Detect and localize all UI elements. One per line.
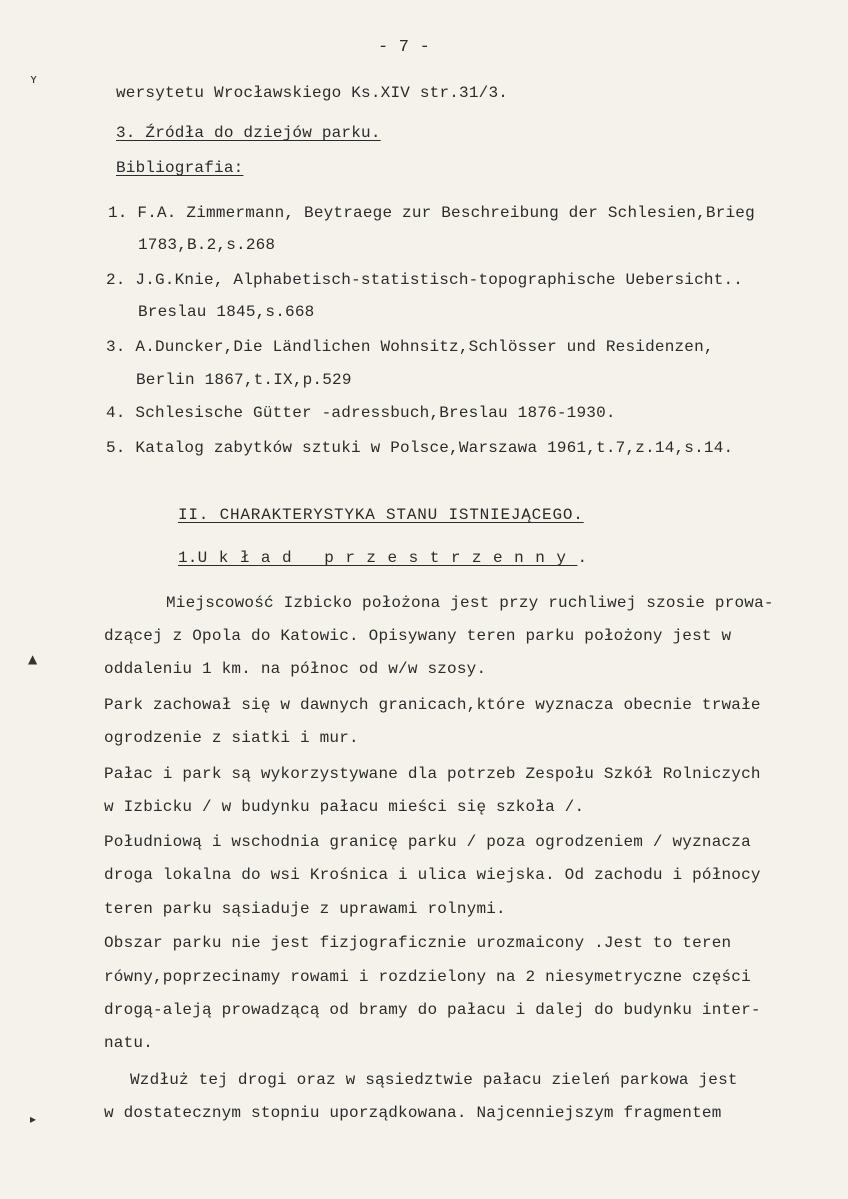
body-line: w dostatecznym stopniu uporządkowana. Najcenniejszym fragmentem <box>104 1104 722 1122</box>
body-line: Miejscowość Izbicko położona jest przy ruchliwej szosie prowa- <box>166 594 774 612</box>
body-line: Obszar parku nie jest fizjograficznie urozmaicony .Jest to teren <box>104 934 732 952</box>
body-line: oddaleniu 1 km. na północ od w/w szosy. <box>104 660 487 678</box>
margin-mark: ʏ <box>30 72 38 86</box>
bibliography-item-4: 4. Schlesische Gütter -adressbuch,Breslau 1876-1930. <box>106 404 616 422</box>
body-line: ogrodzenie z siatki i mur. <box>104 729 359 747</box>
body-line: Wzdłuż tej drogi oraz w sąsiedztwie pałacu zieleń parkowa jest <box>130 1071 738 1089</box>
margin-mark: ▸ <box>30 1112 37 1126</box>
body-line: teren parku sąsiaduje z uprawami rolnymi. <box>104 900 506 918</box>
body-line: Południową i wschodnia granicę parku / poza ogrodzeniem / wyznacza <box>104 833 751 851</box>
body-line: drogą-aleją prowadzącą od bramy do pałacu i dalej do budynku inter- <box>104 1001 761 1019</box>
subsection-dot: . <box>577 549 588 567</box>
bibliography-item-1-cont: 1783,B.2,s.268 <box>138 236 276 254</box>
bibliography-item-2: 2. J.G.Knie, Alphabetisch-statistisch-topographische Uebersicht.. <box>106 271 744 289</box>
body-line: Pałac i park są wykorzystywane dla potrzeb Zespołu Szkół Rolniczych <box>104 765 761 783</box>
bibliography-item-2-cont: Breslau 1845,s.668 <box>138 303 315 321</box>
bibliography-item-3-cont: Berlin 1867,t.IX,p.529 <box>136 371 352 389</box>
page-number: - 7 - <box>378 38 431 57</box>
body-line: droga lokalna do wsi Krośnica i ulica wiejska. Od zachodu i północy <box>104 866 761 884</box>
section-heading-sources: 3. Źródła do dziejów parku. <box>116 124 381 142</box>
bibliography-item-3: 3. A.Duncker,Die Ländlichen Wohnsitz,Schlösser und Residenzen, <box>106 338 714 356</box>
bibliography-item-1: 1. F.A. Zimmermann, Beytraege zur Beschreibung der Schlesien,Brieg <box>108 204 755 222</box>
body-line: Park zachował się w dawnych granicach,które wyznacza obecnie trwałe <box>104 696 761 714</box>
chapter-heading: II. CHARAKTERYSTYKA STANU ISTNIEJĄCEGO. <box>178 506 584 524</box>
body-line: równy,poprzecinamy rowami i rozdzielony na 2 niesymetryczne części <box>104 968 751 986</box>
body-line: dzącej z Opola do Katowic. Opisywany teren parku położony jest w <box>104 627 732 645</box>
body-line: natu. <box>104 1034 154 1052</box>
subsection-heading <box>178 549 587 567</box>
continuation-line: wersytetu Wrocławskiego Ks.XIV str.31/3. <box>116 84 509 102</box>
margin-mark: ▲ <box>28 652 38 666</box>
subsection-title: Układ przestrzenny <box>197 549 578 567</box>
subsection-number: 1. <box>178 549 198 567</box>
body-line: w Izbicku / w budynku pałacu mieści się szkoła /. <box>104 798 585 816</box>
bibliography-heading: Bibliografia: <box>116 159 244 177</box>
bibliography-item-5: 5. Katalog zabytków sztuki w Polsce,Warszawa 1961,t.7,z.14,s.14. <box>106 439 734 457</box>
